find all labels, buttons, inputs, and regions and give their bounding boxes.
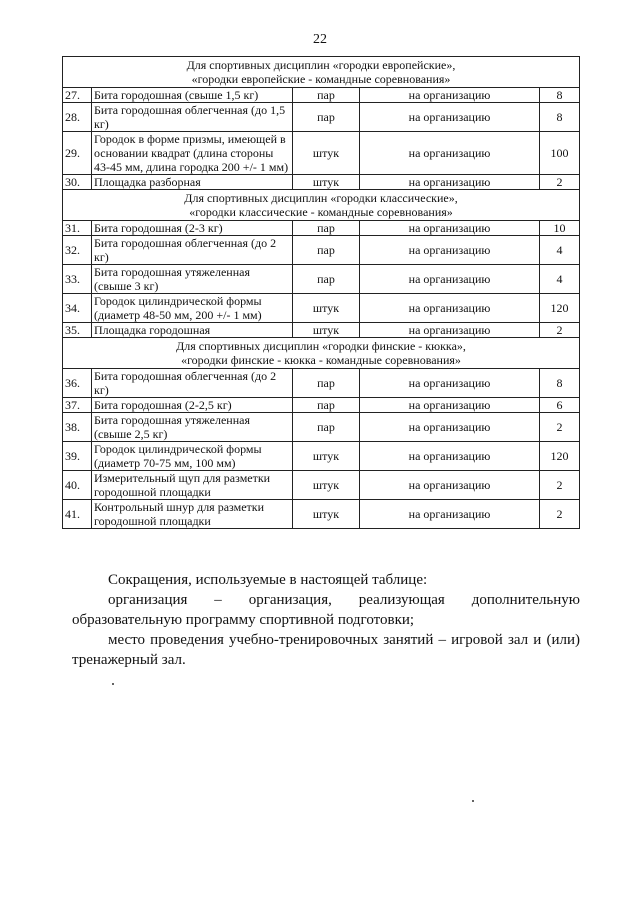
row-number: 41. bbox=[63, 500, 92, 529]
quantity: 6 bbox=[540, 398, 580, 413]
unit-of-measure: пар bbox=[293, 221, 360, 236]
section-title-line: «городки европейские - командные соревнования» bbox=[191, 72, 451, 86]
item-name: Площадка городошная bbox=[92, 323, 293, 338]
row-number: 37. bbox=[63, 398, 92, 413]
item-name: Бита городошная (свыше 1,5 кг) bbox=[92, 88, 293, 103]
equipment-table-body bbox=[63, 57, 580, 529]
row-number: 38. bbox=[63, 413, 92, 442]
row-number: 39. bbox=[63, 442, 92, 471]
location: на организацию bbox=[360, 500, 540, 529]
section-title-line: «городки финские - кюкка - командные соревнования» bbox=[181, 353, 461, 367]
quantity: 2 bbox=[540, 175, 580, 190]
quantity: 2 bbox=[540, 471, 580, 500]
row-number: 32. bbox=[63, 236, 92, 265]
table-row bbox=[63, 265, 580, 294]
unit-of-measure: пар bbox=[293, 369, 360, 398]
table-row bbox=[63, 132, 580, 175]
quantity: 120 bbox=[540, 294, 580, 323]
section-title bbox=[63, 190, 580, 221]
table-section-header bbox=[63, 190, 580, 221]
item-name: Бита городошная облегченная (до 1,5 кг) bbox=[92, 103, 293, 132]
item-name: Городок в форме призмы, имеющей в основании квадрат (длина стороны 43-45 мм, длина городка 200 +/- 1 мм) bbox=[92, 132, 293, 175]
table-row bbox=[63, 294, 580, 323]
quantity: 100 bbox=[540, 132, 580, 175]
table-row bbox=[63, 398, 580, 413]
row-number: 33. bbox=[63, 265, 92, 294]
table-row bbox=[63, 500, 580, 529]
location: на организацию bbox=[360, 175, 540, 190]
row-number: 27. bbox=[63, 88, 92, 103]
row-number: 30. bbox=[63, 175, 92, 190]
row-number: 31. bbox=[63, 221, 92, 236]
equipment-table bbox=[62, 56, 580, 529]
location: на организацию bbox=[360, 398, 540, 413]
row-number: 36. bbox=[63, 369, 92, 398]
item-name: Бита городошная (2-3 кг) bbox=[92, 221, 293, 236]
section-title-line: «городки классические - командные соревнования» bbox=[189, 205, 453, 219]
unit-of-measure: штук bbox=[293, 471, 360, 500]
table-row bbox=[63, 221, 580, 236]
location: на организацию bbox=[360, 471, 540, 500]
table-section-header bbox=[63, 338, 580, 369]
section-title-line: Для спортивных дисциплин «городки финские - кюкка», bbox=[176, 339, 466, 353]
location: на организацию bbox=[360, 265, 540, 294]
location: на организацию bbox=[360, 88, 540, 103]
quantity: 120 bbox=[540, 442, 580, 471]
abbreviations-notes bbox=[72, 570, 580, 670]
section-title bbox=[63, 57, 580, 88]
quantity: 4 bbox=[540, 236, 580, 265]
notes-place-definition: место проведения учебно-тренировочных занятий – игровой зал и (или) тренажерный зал. bbox=[72, 632, 580, 668]
item-name: Измерительный щуп для разметки городошной площадки bbox=[92, 471, 293, 500]
scan-speck bbox=[112, 683, 114, 685]
item-name: Площадка разборная bbox=[92, 175, 293, 190]
unit-of-measure: пар bbox=[293, 236, 360, 265]
row-number: 35. bbox=[63, 323, 92, 338]
row-number: 34. bbox=[63, 294, 92, 323]
table-row bbox=[63, 103, 580, 132]
table-row bbox=[63, 175, 580, 190]
unit-of-measure: пар bbox=[293, 413, 360, 442]
table-row bbox=[63, 471, 580, 500]
unit-of-measure: штук bbox=[293, 323, 360, 338]
section-title-line: Для спортивных дисциплин «городки классические», bbox=[184, 191, 458, 205]
table-row bbox=[63, 442, 580, 471]
location: на организацию bbox=[360, 323, 540, 338]
quantity: 8 bbox=[540, 369, 580, 398]
unit-of-measure: штук bbox=[293, 175, 360, 190]
item-name: Бита городошная облегченная (до 2 кг) bbox=[92, 369, 293, 398]
section-title-line: Для спортивных дисциплин «городки европейские», bbox=[186, 58, 456, 72]
row-number: 28. bbox=[63, 103, 92, 132]
item-name: Бита городошная утяжеленная (свыше 3 кг) bbox=[92, 265, 293, 294]
location: на организацию bbox=[360, 103, 540, 132]
quantity: 10 bbox=[540, 221, 580, 236]
section-title bbox=[63, 338, 580, 369]
location: на организацию bbox=[360, 221, 540, 236]
item-name: Контрольный шнур для разметки городошной площадки bbox=[92, 500, 293, 529]
page-number: 22 bbox=[313, 32, 327, 47]
item-name: Городок цилиндрической формы (диаметр 70-75 мм, 100 мм) bbox=[92, 442, 293, 471]
table-row bbox=[63, 88, 580, 103]
location: на организацию bbox=[360, 413, 540, 442]
location: на организацию bbox=[360, 369, 540, 398]
quantity: 8 bbox=[540, 103, 580, 132]
table-row bbox=[63, 236, 580, 265]
table-row bbox=[63, 369, 580, 398]
unit-of-measure: штук bbox=[293, 132, 360, 175]
quantity: 2 bbox=[540, 413, 580, 442]
quantity: 8 bbox=[540, 88, 580, 103]
unit-of-measure: штук bbox=[293, 294, 360, 323]
quantity: 4 bbox=[540, 265, 580, 294]
unit-of-measure: штук bbox=[293, 442, 360, 471]
quantity: 2 bbox=[540, 500, 580, 529]
location: на организацию bbox=[360, 132, 540, 175]
location: на организацию bbox=[360, 236, 540, 265]
row-number: 40. bbox=[63, 471, 92, 500]
row-number: 29. bbox=[63, 132, 92, 175]
item-name: Бита городошная облегченная (до 2 кг) bbox=[92, 236, 293, 265]
unit-of-measure: пар bbox=[293, 103, 360, 132]
table-row bbox=[63, 413, 580, 442]
unit-of-measure: пар bbox=[293, 265, 360, 294]
location: на организацию bbox=[360, 294, 540, 323]
unit-of-measure: штук bbox=[293, 500, 360, 529]
notes-organization-definition: организация – организация, реализующая дополнительную образовательную программу спортивной подготовки; bbox=[72, 592, 580, 628]
quantity: 2 bbox=[540, 323, 580, 338]
table-row bbox=[63, 323, 580, 338]
unit-of-measure: пар bbox=[293, 398, 360, 413]
scan-speck bbox=[472, 800, 474, 802]
item-name: Бита городошная утяжеленная (свыше 2,5 кг) bbox=[92, 413, 293, 442]
notes-heading: Сокращения, используемые в настоящей таблице: bbox=[108, 572, 428, 588]
table-section-header bbox=[63, 57, 580, 88]
item-name: Бита городошная (2-2,5 кг) bbox=[92, 398, 293, 413]
unit-of-measure: пар bbox=[293, 88, 360, 103]
item-name: Городок цилиндрической формы (диаметр 48-50 мм, 200 +/- 1 мм) bbox=[92, 294, 293, 323]
location: на организацию bbox=[360, 442, 540, 471]
